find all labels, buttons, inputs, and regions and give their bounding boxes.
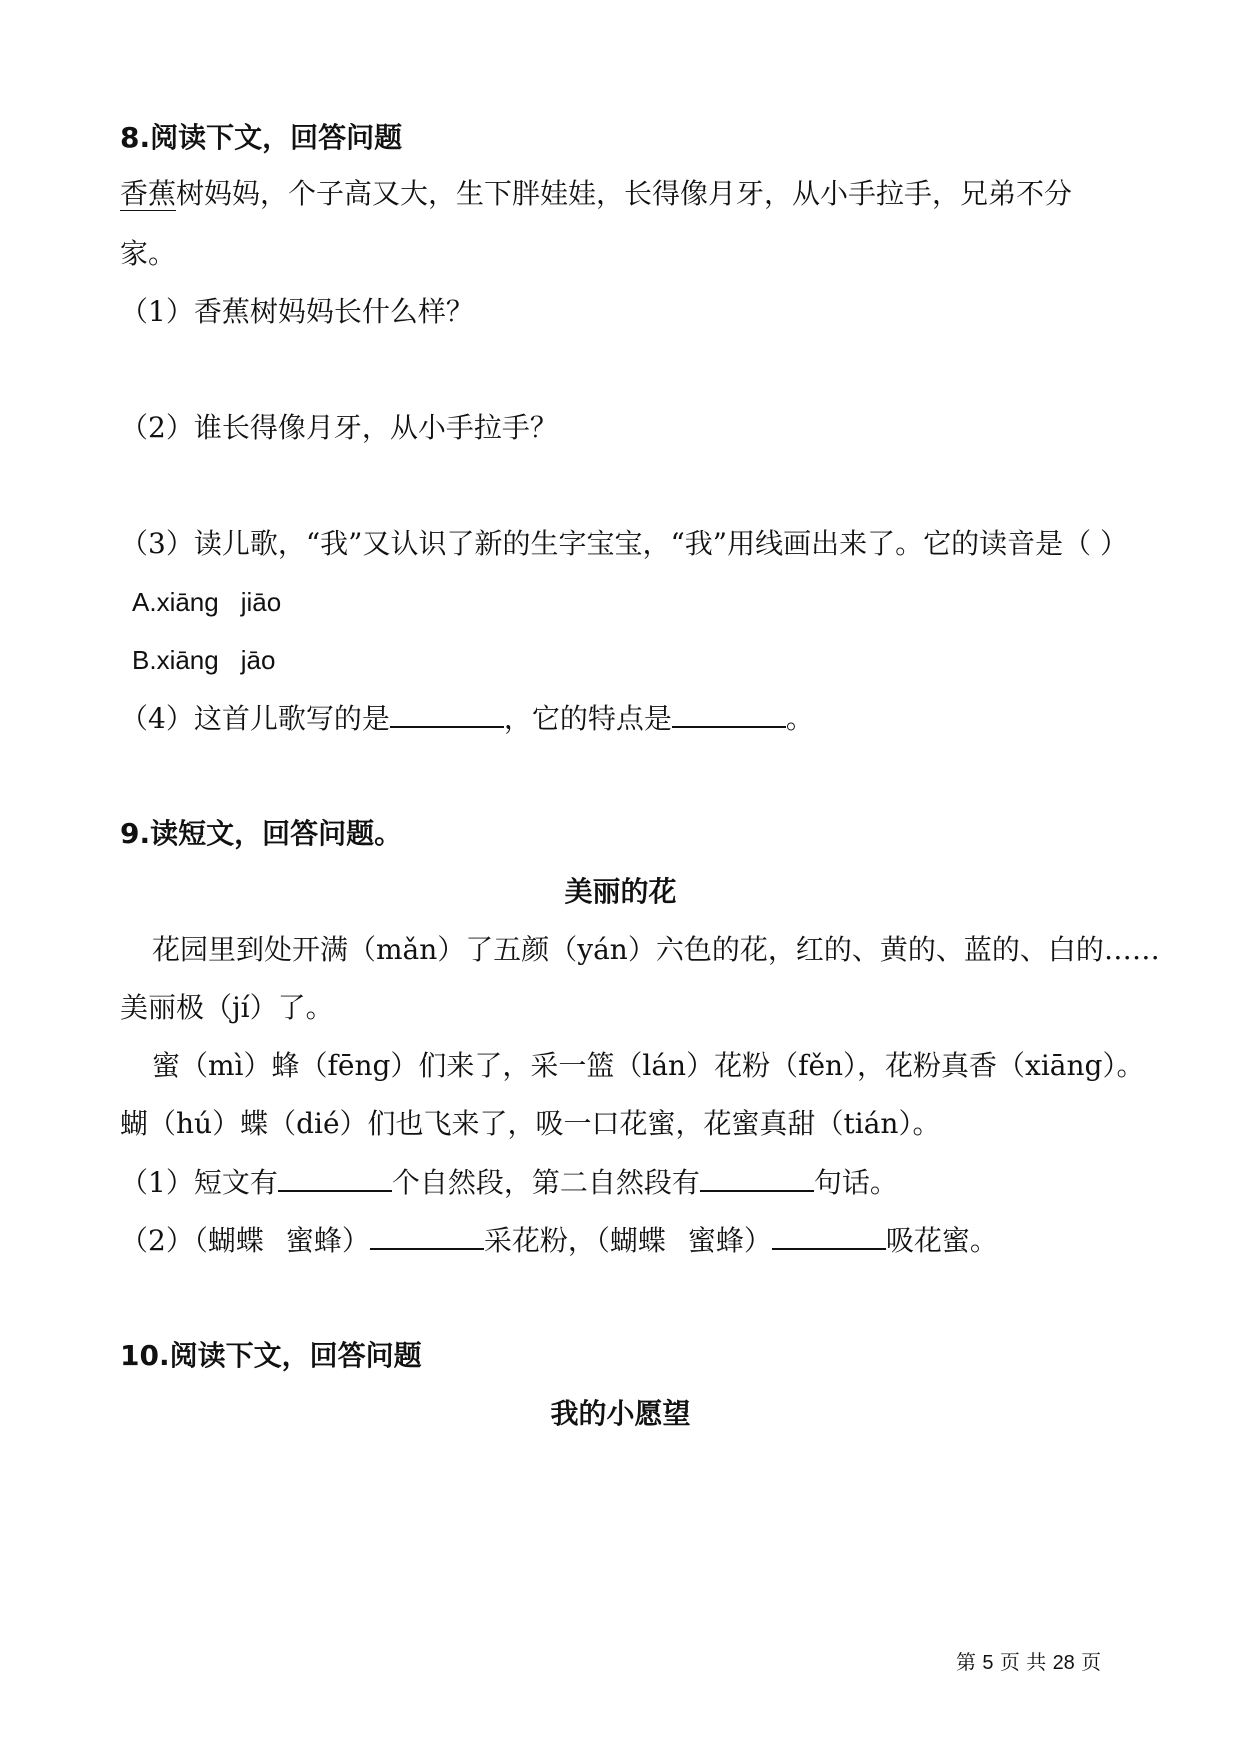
q8-underlined-word: 香蕉 [120,177,177,210]
q9-paragraph-1-line-1: 花园里到处开满（mǎn）了五颜（yán）六色的花，红的、黄的、蓝的、白的…… [152,933,1160,966]
option-a-label: A.xiāng [132,587,219,617]
q9-q2-text-2: 蜜蜂） [285,1224,370,1257]
q9-story-title: 美丽的花 [564,875,677,908]
page-footer [956,1648,1101,1677]
q8-question-4 [120,698,814,739]
q10-heading: 10.阅读下文，回答问题 [120,1339,422,1372]
answer-blank [672,698,786,728]
option-b-label: B.xiāng [132,645,219,675]
answer-blank [700,1162,814,1192]
q9-q1-text-3: 句话。 [813,1166,898,1199]
q8-question-2: （2）谁长得像月牙，从小手拉手？ [120,411,558,444]
q9-paragraph-1-line-2: 美丽极（jí）了。 [120,991,334,1024]
option-b-tail: jāo [240,645,276,675]
q8-question-3: （3）读儿歌，“我”又认识了新的生字宝宝，“我”用线画出来了。它的读音是（ ） [120,527,1128,560]
q8-passage-line-1 [120,174,1072,214]
q8-question-1: （1）香蕉树妈妈长什么样？ [120,295,474,328]
q9-paragraph-2-line-1: 蜜（mì）蜂（fēng）们来了，采一篮（lán）花粉（fěn），花粉真香（xiāng）。 [152,1049,1145,1082]
q9-q2-text-3: 采花粉，（蝴蝶 [483,1224,666,1257]
q8-q4-text-2: ，它的特点是 [503,702,672,735]
q8-heading: 8.阅读下文，回答问题 [120,121,403,154]
q8-q4-text-3: 。 [785,702,814,735]
q9-q2-text-4: 蜜蜂） [687,1224,772,1257]
q10-story-title: 我的小愿望 [550,1397,691,1430]
q9-heading: 9.读短文，回答问题。 [120,817,403,850]
footer-middle: 页 共 [999,1650,1047,1674]
q9-q1-text-1: （1）短文有 [120,1166,278,1199]
answer-blank [390,698,504,728]
q9-q1-text-2: 个自然段，第二自然段有 [391,1166,700,1199]
answer-blank [278,1162,392,1192]
footer-page-number: 5 [982,1652,994,1674]
q9-paragraph-2-line-2: 蝴（hú）蝶（dié）们也飞来了，吸一口花蜜，花蜜真甜（tián）。 [120,1107,941,1140]
q9-q2-text-1: （2）（蝴蝶 [120,1224,264,1257]
footer-total-pages: 28 [1052,1652,1075,1674]
option-a-tail: jiāo [240,587,282,617]
q9-question-1 [120,1162,898,1203]
answer-blank [772,1220,886,1250]
q8-passage-text: 树妈妈，个子高又大，生下胖娃娃，长得像月牙，从小手拉手，兄弟不分 [176,177,1073,210]
q8-option-b [132,640,275,680]
footer-prefix: 第 [956,1650,976,1674]
q9-question-2 [120,1220,998,1261]
q8-passage-line-2: 家。 [120,237,177,270]
q8-q4-text-1: （4）这首儿歌写的是 [120,702,390,735]
footer-suffix: 页 [1081,1650,1102,1674]
answer-blank [370,1220,484,1250]
q9-q2-text-5: 吸花蜜。 [885,1224,998,1257]
q8-option-a [132,582,281,622]
